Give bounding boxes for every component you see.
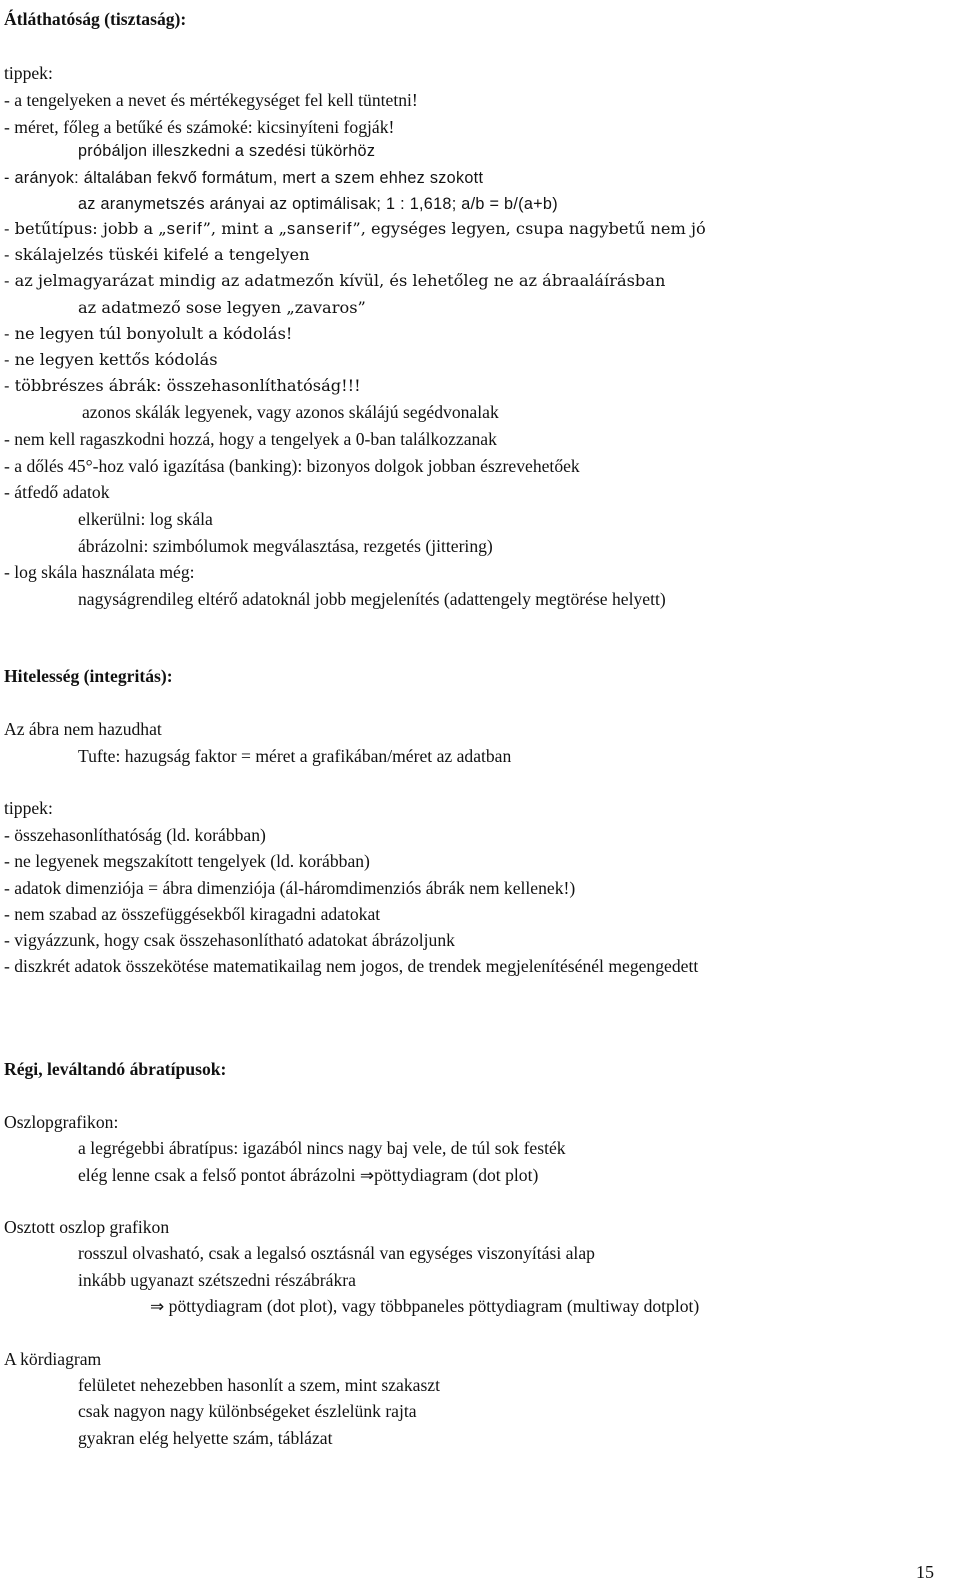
text-line: inkább ugyanazt szétszedni részábrákra: [78, 1270, 356, 1290]
text-line: - ne legyen túl bonyolult a kódolás!: [4, 324, 293, 343]
text-fragment: elég lenne csak a felső pontot ábrázolni: [78, 1165, 360, 1185]
text-line: A kördiagram: [4, 1349, 102, 1369]
text-line: - méret, főleg a betűké és számoké: kicsinyíteni fogják!: [4, 117, 395, 137]
text-line: Oszlopgrafikon:: [4, 1112, 119, 1132]
serif-word: serif: [166, 220, 203, 238]
text-fragment: ”, mint a „: [202, 219, 288, 238]
text-line: - ne legyen kettős kódolás: [4, 350, 218, 369]
text-line: Az ábra nem hazudhat: [4, 719, 162, 739]
text-line: Osztott oszlop grafikon: [4, 1217, 170, 1237]
text-fragment: ”, egységes legyen, csupa nagybetű nem jó: [352, 219, 706, 238]
text-line: - nem kell ragaszkodni hozzá, hogy a tengelyek a 0-ban találkozzanak: [4, 429, 497, 449]
text-fragment: pöttydiagram (dot plot), vagy többpaneles pöttydiagram (multiway dotplot): [164, 1296, 700, 1316]
text-line: Tufte: hazugság faktor = méret a grafikában/méret az adatban: [78, 746, 512, 766]
implies-arrow-icon: ⇒: [359, 1166, 375, 1186]
text-line: - összehasonlíthatóság (ld. korábban): [4, 825, 266, 845]
text-line: felületet nehezebben hasonlít a szem, mint szakaszt: [78, 1375, 440, 1395]
text-fragment: pöttydiagram (dot plot): [374, 1165, 539, 1185]
text-line: nagyságrendileg eltérő adatoknál jobb megjelenítés (adattengely megtörése helyett): [78, 589, 666, 609]
tips-label: tippek:: [4, 63, 53, 83]
text-line: - adatok dimenziója = ábra dimenziója (ál-háromdimenziós ábrák nem kellenek!): [4, 878, 576, 898]
text-line: - a dőlés 45°-hoz való igazítása (banking): bizonyos dolgok jobban észrevehetőek: [4, 456, 580, 476]
text-line: - ne legyenek megszakított tengelyek (ld. korábban): [4, 851, 370, 871]
text-line: - diszkrét adatok összekötése matematikailag nem jogos, de trendek megjelenítésénél megengedett: [4, 956, 699, 976]
text-line: ábrázolni: szimbólumok megválasztása, rezgetés (jittering): [78, 536, 493, 556]
text-line: a legrégebbi ábratípus: igazából nincs nagy baj vele, de túl sok festék: [78, 1138, 566, 1158]
section-heading-old-chart-types: Régi, leváltandó ábratípusok:: [4, 1059, 227, 1079]
text-line: azonos skálák legyenek, vagy azonos skálájú segédvonalak: [82, 402, 499, 422]
text-line: - többrészes ábrák: összehasonlíthatóság!!!: [4, 376, 361, 395]
text-fragment: - betűtípus: jobb a „: [4, 219, 167, 238]
sanserif-word: sanserif: [287, 220, 353, 238]
text-line: próbáljon illeszkedni a szedési tükörhöz: [78, 142, 376, 160]
text-line: - a tengelyeken a nevet és mértékegységet fel kell tüntetni!: [4, 90, 418, 110]
text-line-dot-plot: [78, 1164, 538, 1187]
text-line: elkerülni: log skála: [78, 509, 213, 529]
implies-arrow-icon: ⇒: [150, 1297, 165, 1317]
tips-label: tippek:: [4, 798, 53, 818]
text-line-font-type: [4, 218, 706, 240]
text-line: - vigyázzunk, hogy csak összehasonlítható adatokat ábrázoljunk: [4, 930, 455, 950]
text-line: az aranymetszés arányai az optimálisak; 1 : 1,618; a/b = b/(a+b): [78, 195, 558, 213]
text-line: - átfedő adatok: [4, 482, 110, 502]
text-line: - log skála használata még:: [4, 562, 195, 582]
text-line: az adatmező sose legyen „zavaros”: [78, 298, 366, 317]
text-line: rosszul olvasható, csak a legalsó osztásnál van egységes viszonyítási alap: [78, 1243, 595, 1263]
text-line: - skálajelzés tüskéi kifelé a tengelyen: [4, 245, 310, 264]
text-line: gyakran elég helyette szám, táblázat: [78, 1428, 333, 1448]
text-line: - az jelmagyarázat mindig az adatmezőn kívül, és lehetőleg ne az ábraaláírásban: [4, 271, 666, 290]
section-heading-integrity: Hitelesség (integritás):: [4, 666, 173, 686]
text-line: csak nagyon nagy különbségeket észlelünk rajta: [78, 1401, 417, 1421]
page-number: 15: [916, 1562, 934, 1582]
section-heading-clarity: Átláthatóság (tisztaság):: [4, 9, 187, 29]
text-line-multiway: [150, 1295, 699, 1318]
text-line: - arányok: általában fekvő formátum, mert a szem ehhez szokott: [4, 169, 484, 187]
text-line: - nem szabad az összefüggésekből kiragadni adatokat: [4, 904, 381, 924]
